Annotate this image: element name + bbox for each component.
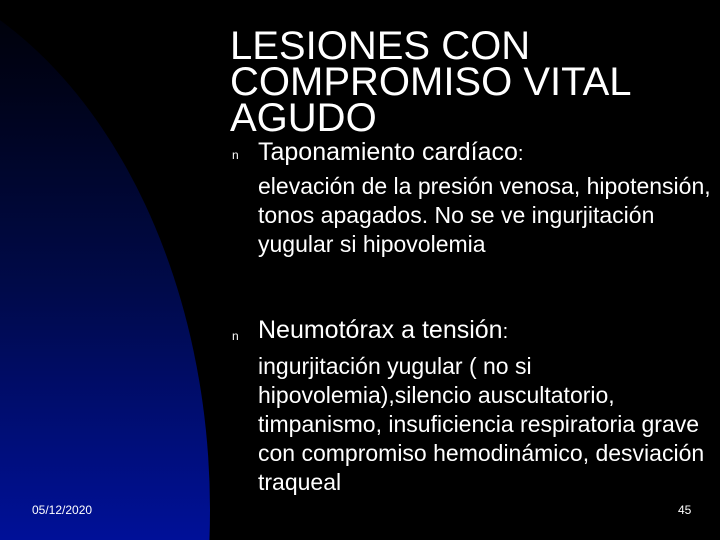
bullet-marker: n <box>232 329 239 343</box>
bullet-text-neumotorax: ingurjitación yugular ( no si hipovolemia),silencio auscultatorio, timpanismo, insuficiencia respiratoria grave con compromiso hemodinámico, desviación traqueal <box>258 353 705 495</box>
background-blue-arc <box>0 0 210 540</box>
bullet-text-taponamiento: elevación de la presión venosa, hipotensión, tonos apagados. No se ve ingurjitación yugular si hipovolemia <box>258 173 711 257</box>
bullet-marker: n <box>232 148 239 162</box>
slide-title: LESIONES CON COMPROMISO VITAL AGUDO <box>230 24 631 140</box>
bullet-heading-taponamiento: Taponamiento cardíaco: <box>258 138 524 166</box>
slide-number: 45 <box>678 503 692 517</box>
footer-date: 05/12/2020 <box>32 503 93 517</box>
bullet-heading-neumotorax: Neumotórax a tensión: <box>258 316 509 344</box>
